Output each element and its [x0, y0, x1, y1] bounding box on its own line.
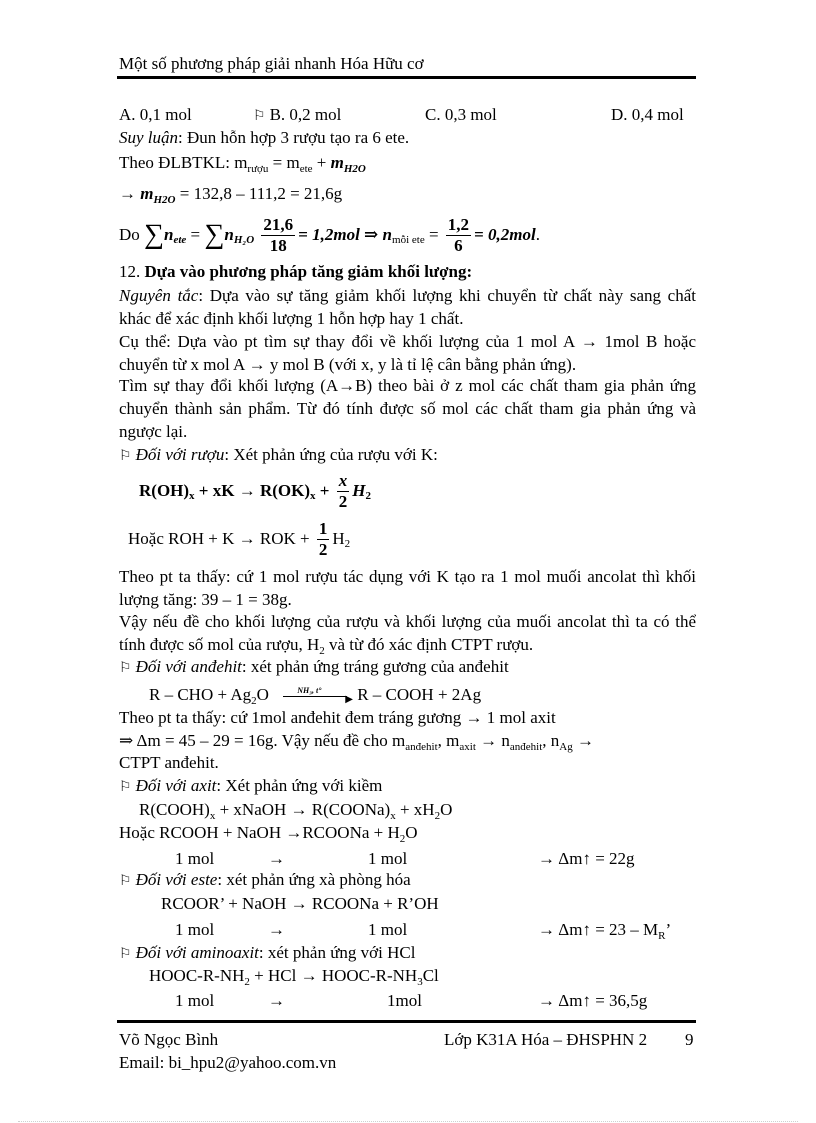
aldehyde-heading: ⚐ Đối với anđehit: xét phản ứng tráng gương của anđehit	[119, 657, 509, 676]
flag-icon: ⚐	[119, 873, 132, 889]
aminoacid-mass-change: → Δm↑ = 36,5g	[538, 991, 648, 1010]
mass-conservation-equation: Theo ĐLBTKL: $m_{rượu} = m_{ete} + m_{H2O}$	[119, 153, 366, 175]
principle-paragraph: Nguyên tắc: Dựa vào sự tăng giảm khối lượng khi chuyển từ chất này sang chất khác để xác định khối lượng 1 hỗn hợp hay 1 chất.	[119, 286, 696, 328]
acid-equation-2: Hoặc RCOOH + NaOH →RCOONa + $H_2O$	[119, 823, 418, 845]
aldehyde-conclusion-3: CTPT anđehit.	[119, 753, 219, 772]
acid-mol-a: 1 mol	[175, 849, 215, 868]
acid-arrow: →	[268, 849, 285, 868]
aldehyde-conclusion-2: ⇒ Δm = 45 – 29 = 16g. Vậy nếu đề cho $m_{anđehit}$, $m_{axit} \to n_{anđehit}$, $n_{Ag}$ →	[119, 731, 594, 753]
footer-page-number: 9	[685, 1030, 694, 1049]
find-paragraph: Tìm sự thay đổi khối lượng (A→B) theo bài ở z mol các chất tham gia phản ứng chuyển thành sản phẩm. Từ đó tính được số mol các chất tham gia phản ứng và ngược lại.	[119, 376, 696, 441]
aminoacid-heading: ⚐ Đối với aminoaxit: xét phản ứng với HCl	[119, 943, 416, 962]
section-12-heading: 12. Dựa vào phương pháp tăng giảm khối lượng:	[119, 262, 473, 281]
acid-equation-1: $R(COOH)_x$ + xNaOH → $R(COONa)_x + xH_2O$	[139, 800, 453, 822]
water-mass-equation: → $m_{H2O} = 132,8 - 111,2 = 21,6g$	[119, 184, 343, 206]
page-header-title: Một số phương pháp giải nhanh Hóa Hữu cơ	[119, 54, 424, 73]
flag-icon: ⚐	[119, 660, 132, 676]
flag-icon: ⚐	[119, 448, 132, 464]
ester-heading: ⚐ Đối với este: xét phản ứng xà phòng hóa	[119, 870, 411, 889]
ester-mol-a: 1 mol	[175, 920, 215, 939]
answer-b: ⚐ B. 0,2 mol	[253, 105, 342, 124]
footer-rule	[117, 1020, 696, 1023]
aminoacid-equation: HOOC-$R-NH_2$ + HCl → HOOC-$R-NH_3Cl$	[149, 966, 439, 988]
alcohol-equation: $R(OH)_x$ + xK → $R(OK)_x$ + $\frac{x}{2}$ $H_2$	[139, 470, 371, 511]
answer-c: C. 0,3 mol	[425, 105, 497, 124]
aldehyde-conclusion-1: Theo pt ta thấy: cứ 1mol anđehit đem tráng gương → 1 mol axit	[119, 708, 556, 727]
ester-equation: RCOOR’ + NaOH → RCOONa + R’OH	[161, 894, 439, 913]
fraction-1-2-over-6: $\frac{1,2}{6}$	[447, 214, 470, 255]
fraction-21-6-over-18: $\frac{21,6}{18}$	[263, 214, 294, 255]
answer-a: A. 0,1 mol	[119, 105, 192, 124]
aminoacid-mol-b: 1mol	[387, 991, 422, 1010]
mole-equation: Do $\sum n_{ete} = \sum n_{H_2O}$ $\frac{21,6}{18}$ = 1,2mol ⇒ $n_{mỗi ete}$ = $\frac{1,2}{6}$ = 0,2mol.	[119, 214, 540, 255]
page-bottom-dotted-edge	[18, 1121, 798, 1122]
sigma-symbol: ∑	[144, 219, 164, 251]
fraction-1-over-2: $\frac{1}{2}$	[318, 518, 328, 559]
ester-mol-b: 1 mol	[368, 920, 408, 939]
alcohol-conclusion-1: Theo pt ta thấy: cứ 1 mol rượu tác dụng với K tạo ra 1 mol muối ancolat thì khối lượng tăng: 39 – 1 = 38g.	[119, 567, 696, 609]
ester-mass-change: → Δm↑ = $23 - M_R$’	[538, 920, 672, 942]
flag-icon: ⚐	[119, 946, 132, 962]
footer-class: Lớp K31A Hóa – ĐHSPHN 2	[444, 1030, 648, 1049]
alcohol-alternative-equation: Hoặc ROH + K → ROK + $\frac{1}{2}$ $H_2$	[128, 518, 351, 559]
reaction-arrow: NH₃, t° ▶	[283, 685, 355, 705]
footer-author: Võ Ngọc Bình	[119, 1030, 219, 1049]
aminoacid-arrow: →	[268, 991, 285, 1010]
ester-arrow: →	[268, 920, 285, 939]
alcohol-conclusion-2: Vậy nếu đề cho khối lượng của rượu và khối lượng của muối ancolat thì ta có thể tính được số mol của rượu, $H_2$ và từ đó xác định CTPT rượu.	[119, 612, 696, 657]
aldehyde-equation: R – CHO + $Ag_2O$ NH₃, t° ▶ R – COOH + 2Ag	[149, 685, 482, 707]
footer-email: Email: bi_hpu2@yahoo.com.vn	[119, 1053, 337, 1072]
fraction-x-over-2: $\frac{x}{2}$	[338, 470, 348, 511]
answer-d: D. 0,4 mol	[611, 105, 684, 124]
header-rule	[117, 76, 696, 79]
flag-icon: ⚐	[119, 779, 132, 795]
acid-mass-change: → Δm↑ = 22g	[538, 849, 635, 868]
alcohol-heading: ⚐ Đối với rượu: Xét phản ứng của rượu với K:	[119, 445, 438, 464]
reasoning-line: Suy luận: Đun hỗn hợp 3 rượu tạo ra 6 ete.	[119, 128, 410, 147]
aminoacid-mol-a: 1 mol	[175, 991, 215, 1010]
acid-heading: ⚐ Đối với axit: Xét phản ứng với kiềm	[119, 776, 383, 795]
correct-flag-icon: ⚐	[253, 108, 266, 124]
detail-paragraph: Cụ thể: Dựa vào pt tìm sự thay đổi về khối lượng của 1 mol A → 1mol B hoặc chuyển từ x mol A → y mol B (với x, y là tỉ lệ cân bằng phản ứng).	[119, 332, 696, 374]
acid-mol-b: 1 mol	[368, 849, 408, 868]
